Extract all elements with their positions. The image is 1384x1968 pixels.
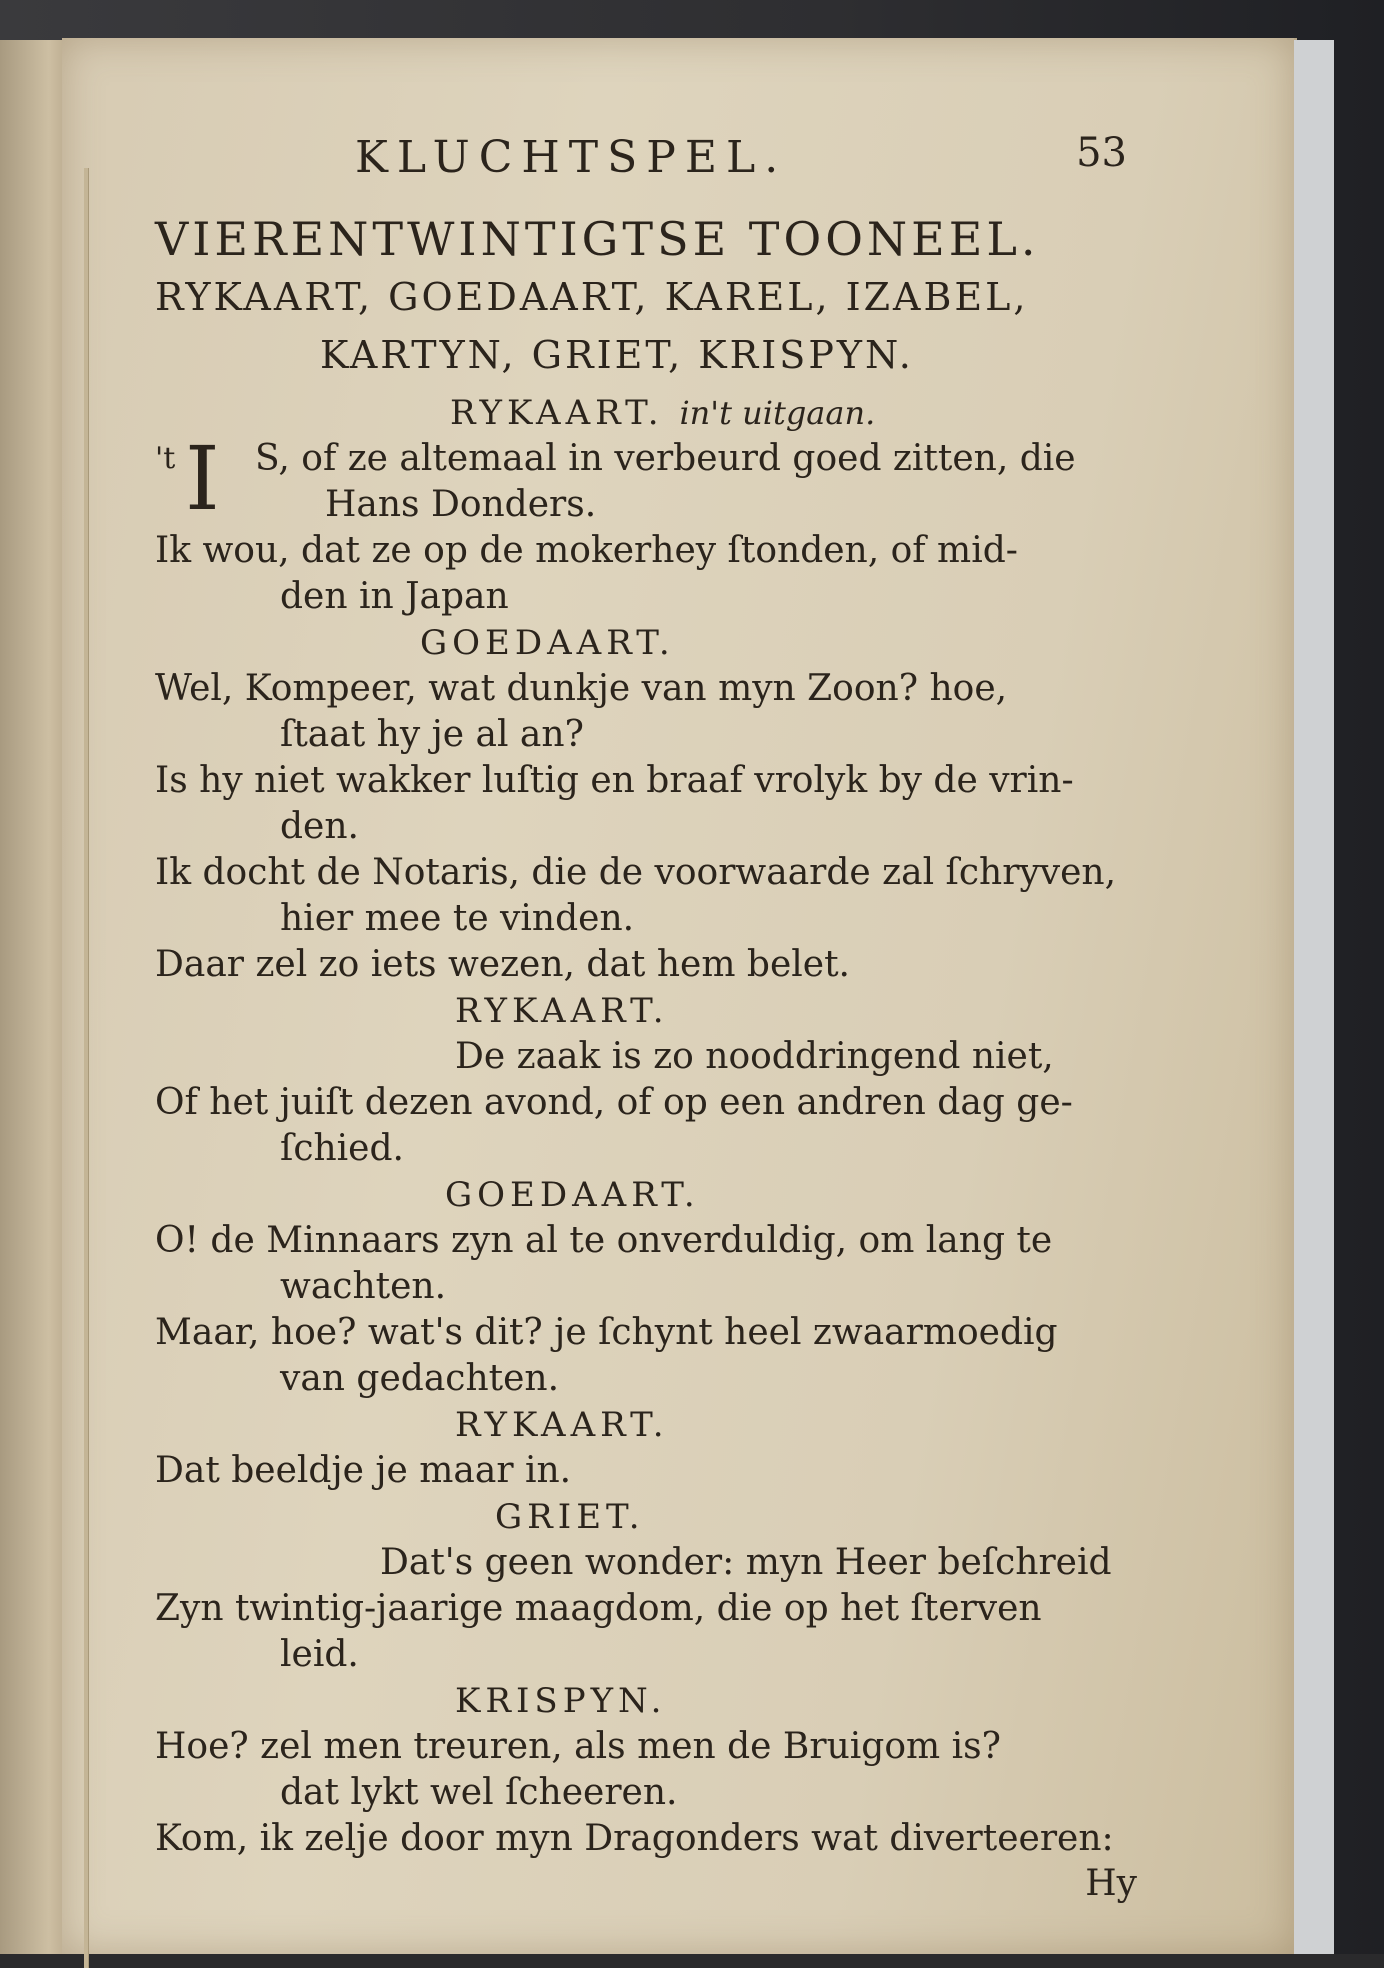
cast-list-line: RYKAART, GOEDAART, KAREL, IZABEL, <box>155 275 1029 319</box>
speaker-name: GOEDAART. <box>420 623 675 663</box>
stage-direction: in't uitgaan. <box>679 394 876 432</box>
text-line: Dat beeldje je maar in. <box>155 1450 572 1491</box>
text-line: Dat's geen wonder: myn Heer beſchreid <box>380 1542 1112 1583</box>
text-line: Daar zel zo iets wezen, dat hem belet. <box>155 944 850 985</box>
text-line: Zyn twintig-jaarige maagdom, die op het ſterven <box>155 1588 1042 1629</box>
page-edge-strip <box>1294 40 1334 1954</box>
text-line: Of het juiſt dezen avond, of op een andren dag ge- <box>155 1082 1073 1123</box>
page-fold <box>84 168 89 1968</box>
cast-list-line: KARTYN, GRIET, KRISPYN. <box>320 333 914 377</box>
text-line: dat lykt wel ſcheeren. <box>280 1772 678 1813</box>
text-line: ſtaat hy je al an? <box>280 714 584 755</box>
text-line: Hans Donders. <box>325 484 597 525</box>
speaker-name <box>155 390 1155 436</box>
text-line: Is hy niet wakker luſtig en braaf vrolyk by de vrin- <box>155 760 1074 801</box>
text-line: Ik wou, dat ze op de mokerhey ſtonden, of mid- <box>155 530 1018 571</box>
drop-capital: I <box>185 427 220 530</box>
page-number: 53 <box>1076 130 1127 176</box>
text-line: ſchied. <box>280 1128 404 1169</box>
text-line: Hoe? zel men treuren, als men de Bruigom is? <box>155 1726 1001 1767</box>
speaker-name: KRISPYN. <box>455 1681 667 1721</box>
text-line: den. <box>280 806 359 847</box>
text-line: van gedachten. <box>280 1358 560 1399</box>
text-line: Ik docht de Notaris, die de voorwaarde zal ſchryven, <box>155 852 1117 893</box>
speaker-name: GOEDAART. <box>445 1175 700 1215</box>
text-line: den in Japan <box>280 576 509 617</box>
text-line-rest: S, of ze altemaal in verbeurd goed zitten, die <box>255 438 1076 479</box>
speaker-label: RYKAART. <box>450 393 664 433</box>
text-line: De zaak is zo nooddringend niet, <box>455 1036 1054 1077</box>
text-line: Kom, ik zelje door myn Dragonders wat diverteeren: <box>155 1818 1114 1859</box>
speaker-name: RYKAART. <box>455 1405 669 1445</box>
text-line: leid. <box>280 1634 359 1675</box>
running-title: KLUCHTSPEL. <box>355 132 788 183</box>
catchword: Hy <box>1085 1863 1137 1904</box>
running-head <box>155 120 1155 190</box>
speaker-name: RYKAART. <box>455 991 669 1031</box>
dropcap-prefix: 't <box>155 441 176 476</box>
text-line: wachten. <box>280 1266 447 1307</box>
page-text <box>155 120 1155 1906</box>
scene-title: VIERENTWINTIGTSE TOONEEL. <box>155 212 1040 266</box>
text-line: Wel, Kompeer, wat dunkje van myn Zoon? hoe, <box>155 668 1008 709</box>
text-line: O! de Minnaars zyn al te onverduldig, om lang te <box>155 1220 1053 1261</box>
text-line: Maar, hoe? wat's dit? je ſchynt heel zwaarmoedig <box>155 1312 1058 1353</box>
speaker-name: GRIET. <box>495 1497 645 1537</box>
text-line: hier mee te vinden. <box>280 898 635 939</box>
